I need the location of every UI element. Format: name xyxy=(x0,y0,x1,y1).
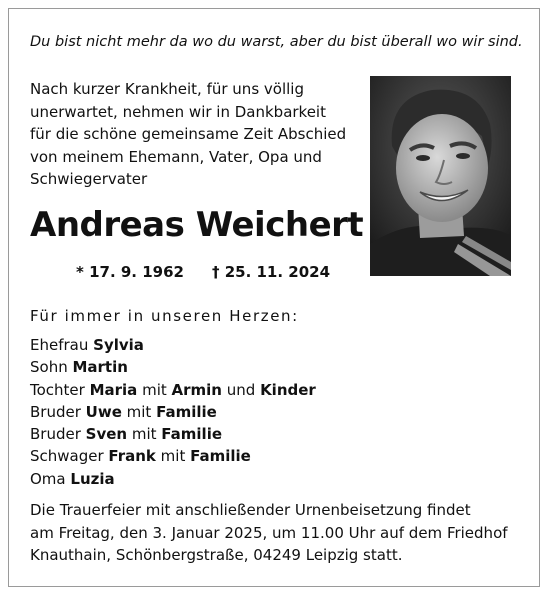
mourner-name: Luzia xyxy=(70,469,115,488)
mourner-relation: Sohn xyxy=(30,358,73,377)
mourner-relation: Oma xyxy=(30,469,71,488)
mourner-name: Frank xyxy=(108,447,156,466)
mourner-row xyxy=(30,334,316,356)
motto-quote: Du bist nicht mehr da wo du warst, aber du bist überall wo wir sind. xyxy=(30,34,523,50)
mourner-row xyxy=(30,445,316,467)
mourner-name: Uwe xyxy=(85,402,122,421)
mourner-relation: Ehefrau xyxy=(30,336,94,354)
funeral-line: am Freitag, den 3. Januar 2025, um 11.00 Uhr auf dem Friedhof xyxy=(30,523,508,542)
mourner-relation: Bruder xyxy=(30,402,86,421)
forever-heading: Für immer in unseren Herzen: xyxy=(30,307,299,325)
mourner-name: Familie xyxy=(156,402,217,421)
portrait-illustration xyxy=(370,76,511,276)
mourners-list xyxy=(30,334,316,490)
mourner-row xyxy=(30,401,316,423)
intro-line: Schwiegervater xyxy=(30,170,148,188)
mourner-row xyxy=(30,423,316,445)
mourner-row xyxy=(30,468,316,490)
mourner-name: Familie xyxy=(190,447,251,466)
mourner-relation: Schwager xyxy=(30,447,109,466)
intro-line: für die schöne gemeinsame Zeit Abschied xyxy=(30,125,347,143)
mourner-name: Sven xyxy=(85,425,128,444)
mourner-relation: mit xyxy=(127,425,162,444)
mourner-name: Armin xyxy=(171,380,222,399)
intro-line: unerwartet, nehmen wir in Dankbarkeit xyxy=(30,102,326,121)
birth-date: * 17. 9. 1962 xyxy=(76,263,184,281)
intro-text xyxy=(30,78,360,191)
funeral-line: Die Trauerfeier mit anschließender Urnenbeisetzung findet xyxy=(30,501,471,519)
funeral-details xyxy=(30,499,520,567)
funeral-line: Knauthain, Schönbergstraße, 04249 Leipzig statt. xyxy=(30,546,403,564)
mourner-row xyxy=(30,379,316,401)
mourner-name: Maria xyxy=(89,380,138,399)
intro-line: Nach kurzer Krankheit, für uns völlig xyxy=(30,80,304,98)
mourner-row xyxy=(30,356,316,378)
mourner-relation: mit xyxy=(155,447,191,466)
deceased-name: Andreas Weichert xyxy=(30,205,364,245)
mourner-relation: Bruder xyxy=(30,425,86,444)
life-dates xyxy=(76,263,330,281)
death-date: † 25. 11. 2024 xyxy=(211,263,331,281)
mourner-relation: mit xyxy=(137,380,172,399)
mourner-name: Martin xyxy=(72,358,128,377)
mourner-relation: und xyxy=(221,380,261,399)
portrait-photo xyxy=(370,76,511,276)
mourner-name: Sylvia xyxy=(93,336,144,354)
mourner-relation: Tochter xyxy=(30,380,90,399)
mourner-name: Familie xyxy=(161,425,223,444)
mourner-name: Kinder xyxy=(260,380,316,399)
mourner-relation: mit xyxy=(121,402,157,421)
intro-line: von meinem Ehemann, Vater, Opa und xyxy=(30,147,322,166)
